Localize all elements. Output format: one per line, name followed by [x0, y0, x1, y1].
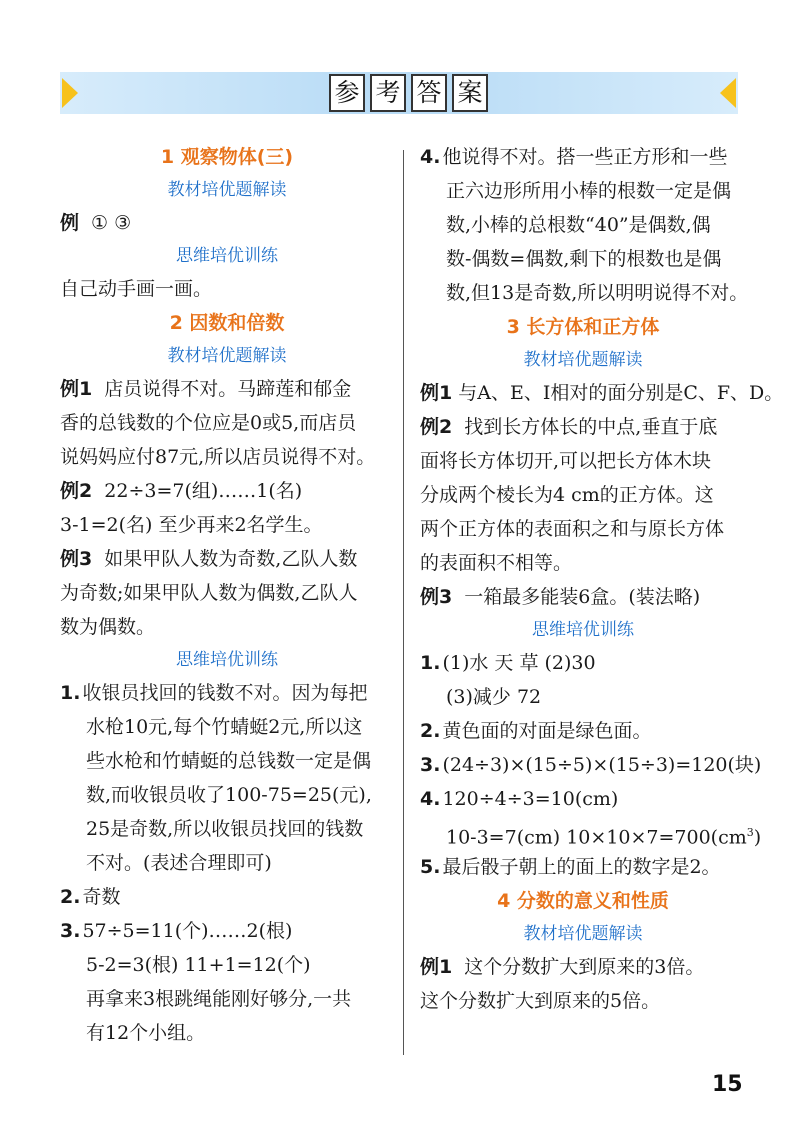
answer-line	[420, 816, 762, 850]
item-text: 10-3=7(cm) 10×10×7=700(cm	[446, 826, 747, 849]
answer-line: 数,但13是奇数,所以明明说得不对。	[446, 282, 749, 304]
item-text: (24÷3)×(15÷5)×(15÷3)=120(块)	[442, 754, 762, 776]
column-divider	[403, 150, 404, 1055]
item-text: (1)水 天 草 (2)30	[442, 652, 596, 674]
answer-line	[420, 782, 746, 816]
section-title: 教材培优题解读	[523, 350, 643, 370]
item-number: 1.	[60, 682, 81, 704]
answer-line: 为奇数;如果甲队人数为偶数,乙队人	[60, 582, 358, 604]
answer-line: 说妈妈应付87元,所以店员说得不对。	[60, 446, 376, 468]
answer-line: 有12个小组。	[86, 1022, 206, 1044]
section-title: 教材培优题解读	[523, 924, 643, 944]
answer-line: 水枪10元,每个竹蜻蜓2元,所以这	[86, 716, 363, 738]
answer-line	[60, 676, 394, 710]
example-text: 一箱最多能装6盒。(装法略)	[464, 586, 701, 608]
item-number: 1.	[420, 652, 441, 674]
example-text: 找到长方体长的中点,垂直于底	[464, 416, 718, 438]
item-number: 5.	[420, 856, 441, 878]
example-label: 例2	[60, 480, 93, 502]
answer-line	[60, 914, 394, 948]
section-title: 思维培优训练	[176, 246, 278, 266]
example-label: 例	[60, 212, 80, 234]
answer-line: 25是奇数,所以收银员找回的钱数	[86, 818, 364, 840]
item-text: 收银员找回的钱数不对。因为每把	[82, 682, 368, 704]
page-number: 15	[712, 1072, 743, 1097]
item-number: 3.	[420, 754, 441, 776]
example-label: 例3	[60, 548, 93, 570]
item-number: 4.	[420, 788, 441, 810]
answer-line: 不对。(表述合理即可)	[86, 852, 272, 874]
example-text: 22÷3=7(组)……1(名)	[104, 480, 303, 502]
item-text: 他说得不对。搭一些正方形和一些	[442, 146, 728, 168]
item-number: 4.	[420, 146, 441, 168]
answer-line: 的表面积不相等。	[420, 552, 573, 574]
chapter-title: 1 观察物体(三)	[160, 146, 294, 168]
item-text: 黄色面的对面是绿色面。	[442, 720, 652, 742]
answer-line: (3)减少 72	[446, 686, 542, 708]
example-text: ① ③	[85, 212, 132, 234]
item-text: 57÷5=11(个)……2(根)	[82, 920, 293, 942]
item-text: 120÷4÷3=10(cm)	[442, 788, 619, 810]
answer-line: 这个分数扩大到原来的5倍。	[420, 990, 661, 1012]
page-title	[329, 74, 488, 112]
answer-line	[60, 880, 394, 914]
answer-line	[420, 646, 746, 680]
answer-line: 分成两个棱长为4 cm的正方体。这	[420, 484, 714, 506]
answer-line: 再拿来3根跳绳能刚好够分,一共	[86, 988, 352, 1010]
example-label: 例2	[420, 416, 453, 438]
section-title: 教材培优题解读	[167, 346, 287, 366]
answer-line	[420, 748, 762, 782]
example-text: 店员说得不对。马蹄莲和郁金	[104, 378, 352, 400]
section-title: 思维培优训练	[176, 650, 278, 670]
item-number: 2.	[60, 886, 81, 908]
answer-line: 3-1=2(名) 至少再来2名学生。	[60, 514, 323, 536]
example-line	[420, 580, 746, 614]
example-line	[420, 376, 784, 410]
item-text: 奇数	[82, 886, 121, 908]
example-text: 这个分数扩大到原来的3倍。	[464, 956, 705, 978]
answer-line: 些水枪和竹蜻蜓的总钱数一定是偶	[86, 750, 372, 772]
item-text: )	[753, 826, 762, 849]
answer-line: 香的总钱数的个位应是0或5,而店员	[60, 412, 357, 434]
example-label: 例1	[420, 956, 453, 978]
answer-line: 数为偶数。	[60, 616, 156, 638]
superscript: 3	[746, 826, 754, 839]
right-triangle-icon	[720, 78, 736, 108]
example-line	[420, 950, 746, 984]
answer-line	[420, 140, 746, 174]
answer-line: 自己动手画一画。	[60, 278, 213, 300]
example-line	[60, 542, 394, 576]
title-char: 案	[452, 74, 488, 112]
section-title: 教材培优题解读	[167, 180, 287, 200]
answer-line: 数-偶数=偶数,剩下的根数也是偶	[446, 248, 722, 270]
title-char: 答	[411, 74, 447, 112]
item-number: 2.	[420, 720, 441, 742]
answer-line: 5-2=3(根) 11+1=12(个)	[86, 954, 311, 976]
left-column	[60, 140, 394, 1050]
title-char: 考	[370, 74, 406, 112]
example-label: 例1	[60, 378, 93, 400]
example-text: 与A、E、I相对的面分别是C、F、D。	[458, 382, 784, 404]
left-triangle-icon	[62, 78, 78, 108]
example-line	[60, 206, 394, 240]
title-char: 参	[329, 74, 365, 112]
answer-line: 正六边形所用小棒的根数一定是偶	[446, 180, 732, 202]
example-label: 例1	[420, 382, 453, 404]
answer-line: 面将长方体切开,可以把长方体木块	[420, 450, 712, 472]
answer-line: 数,而收银员收了100-75=25(元),	[86, 784, 372, 806]
chapter-title: 4 分数的意义和性质	[497, 890, 669, 912]
example-label: 例3	[420, 586, 453, 608]
chapter-title: 2 因数和倍数	[169, 312, 285, 334]
answer-line	[420, 714, 746, 748]
example-line	[420, 410, 746, 444]
right-column	[420, 140, 784, 1018]
answer-line	[420, 850, 746, 884]
item-text: 最后骰子朝上的面上的数字是2。	[442, 856, 721, 878]
example-text: 如果甲队人数为奇数,乙队人数	[104, 548, 358, 570]
example-line	[60, 372, 394, 406]
answer-line: 两个正方体的表面积之和与原长方体	[420, 518, 725, 540]
answer-line: 数,小棒的总根数“40”是偶数,偶	[446, 214, 711, 236]
section-title: 思维培优训练	[532, 620, 634, 640]
example-line	[60, 474, 394, 508]
chapter-title: 3 长方体和正方体	[506, 316, 660, 338]
item-number: 3.	[60, 920, 81, 942]
